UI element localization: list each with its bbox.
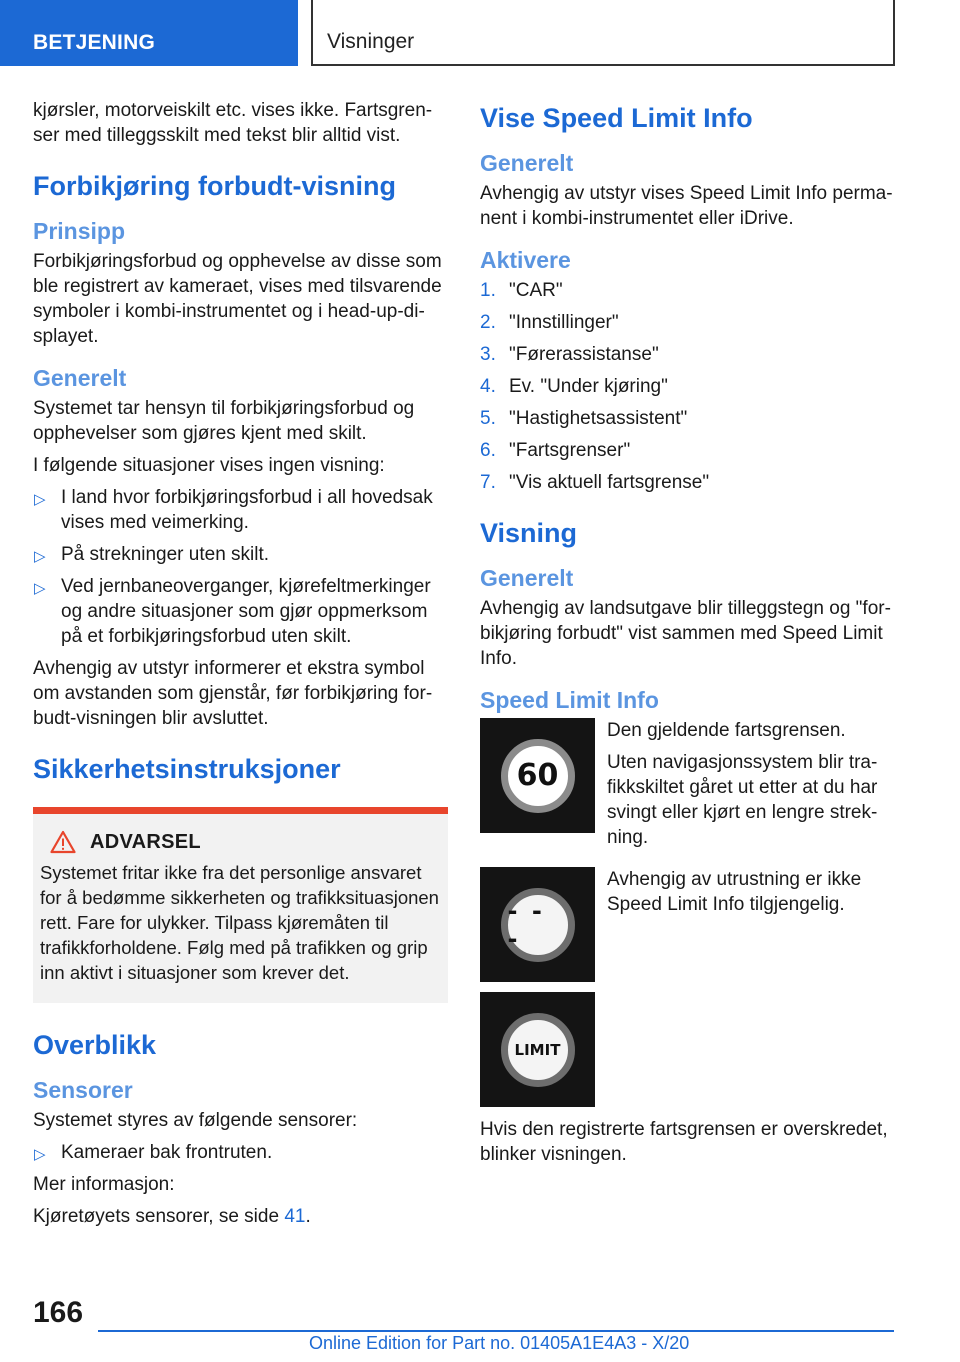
step-item: 2. "Innstillinger" — [480, 312, 619, 333]
aktivere-steps — [480, 278, 895, 495]
bullet-triangle-icon: ▷ — [34, 580, 46, 597]
speed-limit-na-image — [480, 867, 595, 982]
warning-box — [33, 807, 448, 1003]
list-item: ▷ Kameraer bak frontruten. — [33, 1140, 448, 1165]
speed-limit-na-row — [480, 867, 895, 982]
heading-generelt: Generelt — [33, 365, 127, 391]
heading-overblikk: Overblikk — [33, 1030, 157, 1060]
speed-sign-60-icon: 60 — [501, 739, 575, 813]
page-number: 166 — [33, 1296, 84, 1329]
speed-limit-limit-row — [480, 992, 895, 1107]
right-column — [480, 98, 895, 1174]
sensorer-list — [33, 1140, 448, 1165]
list-item: ▷ I land hvor forbikjøringsforbud i all hovedsak vises med veimerking. — [34, 487, 433, 533]
speed-limit-limit-image — [480, 992, 595, 1107]
bullet-triangle-icon: ▷ — [34, 548, 46, 565]
generelt-right-paragraph: Avhengig av utstyr vises Speed Limit Info permanent i kombi-instrumentet eller iDrive. — [480, 183, 893, 229]
mer-info-label: Mer informasjon: — [33, 1174, 175, 1195]
list-item: ▷ På strekninger uten skilt. — [33, 542, 448, 567]
speed-sign-limit-icon: LIMIT — [501, 1013, 575, 1087]
bullet-triangle-icon: ▷ — [34, 1146, 46, 1163]
heading-vise-speed-limit: Vise Speed Limit Info — [480, 103, 753, 133]
generelt-paragraph: Systemet tar hensyn til forbikjøringsforbud og opphevelser som gjøres kjent med skilt. — [33, 398, 415, 444]
sensor-reference: Kjøretøyets sensorer, se side 41. — [33, 1206, 311, 1227]
footer-edition: Online Edition for Part no. 01405A1E4A3 - X/20 — [309, 1333, 690, 1353]
footer-divider — [98, 1330, 894, 1332]
list-item: ▷ Ved jernbaneoverganger, kjørefeltmerkinger og andre situasjoner som gjør oppmerksom på et forbikjøringsforbud uten skilt. — [34, 576, 431, 647]
chapter-title-box — [311, 0, 895, 66]
section-tab — [0, 0, 298, 66]
heading-prinsipp: Prinsipp — [33, 218, 126, 244]
bullet-triangle-icon: ▷ — [34, 491, 46, 508]
left-column — [33, 98, 448, 1236]
heading-generelt-visning: Generelt — [480, 565, 574, 591]
intro-paragraph: kjørsler, motorveiskilt etc. vises ikke. Fartsgrenser med tilleggsskilt med tekst blir alltid vist. — [33, 100, 433, 146]
step-item: 6. "Fartsgrenser" — [480, 440, 631, 461]
heading-speed-limit-info: Speed Limit Info — [480, 687, 659, 713]
speed-sign-unavailable-icon: - - - — [501, 888, 575, 962]
ekstra-symbol-paragraph: Avhengig av utstyr informerer et ekstra symbol om avstanden som gjenstår, før forbikjøring forbudt-visningen blir avsluttet. — [33, 658, 433, 729]
blink-paragraph: Hvis den registrerte fartsgrensen er overskredet, blinker visningen. — [480, 1119, 888, 1165]
situasjoner-list — [33, 485, 448, 649]
prinsipp-paragraph: Forbikjøringsforbud og opphevelse av disse som ble registrert av kameraet, vises med tilsvarende symboler i kombi-instrumentet og i head-up-displayet. — [33, 251, 442, 347]
heading-aktivere: Aktivere — [480, 247, 571, 273]
page-header — [0, 0, 960, 66]
situasjoner-intro: I følgende situasjoner vises ingen visning: — [33, 455, 385, 476]
step-item: 3. "Førerassistanse" — [480, 344, 659, 365]
visning-paragraph: Avhengig av landsutgave blir tilleggstegn og "forbikjøring forbudt" vist sammen med Speed Limit Info. — [480, 598, 891, 669]
heading-visning: Visning — [480, 518, 578, 548]
warning-text: Systemet fritar ikke fra det personlige ansvaret for å bedømme sikkerheten og trafikksituasjonen rett. Fare for ulykker. Tilpass kjøremåten til trafikkforholdene. Følg med på trafikken og grip inn aktivt i situasjoner som krever det. — [40, 862, 439, 983]
warning-header — [50, 830, 440, 854]
speed-limit-60-row — [480, 718, 895, 857]
heading-sensorer: Sensorer — [33, 1077, 133, 1103]
warning-triangle-icon — [50, 830, 76, 854]
step-item: 1. "CAR" — [480, 280, 563, 301]
heading-forbikjoring: Forbikjøring forbudt-visning — [33, 171, 396, 201]
speed-limit-na-text: Avhengig av utrustning er ikke Speed Limit Info tilgjengelig. — [607, 869, 862, 915]
step-item: 4. Ev. "Under kjøring" — [480, 376, 668, 397]
warning-title: ADVARSEL — [90, 830, 201, 853]
speed-limit-60-image — [480, 718, 595, 833]
page-link-41[interactable]: 41 — [284, 1206, 306, 1227]
heading-sikkerhet: Sikkerhetsinstruksjoner — [33, 754, 341, 784]
step-item: 7. "Vis aktuell fartsgrense" — [480, 472, 710, 493]
step-item: 5. "Hastighetsassistent" — [480, 408, 688, 429]
heading-generelt-right: Generelt — [480, 150, 574, 176]
section-label: BETJENING — [33, 31, 155, 54]
speed-limit-60-text: Den gjeldende fartsgrensen. Uten navigasjonssystem blir trafikkskiltet gåret ut etter at du har svingt eller kjørt en lengre strekning. — [607, 720, 878, 848]
chapter-title: Visninger — [327, 30, 415, 53]
sensorer-paragraph: Systemet styres av følgende sensorer: — [33, 1110, 358, 1131]
